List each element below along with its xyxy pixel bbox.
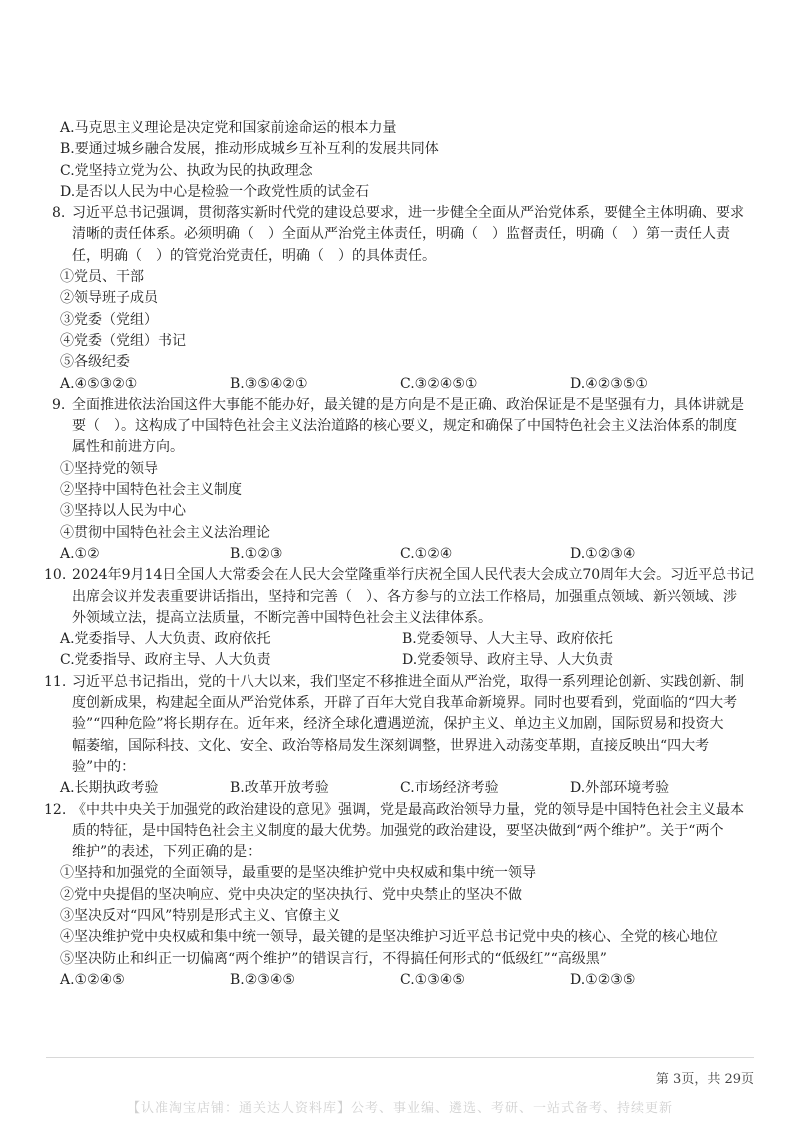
question-11 [44,672,764,800]
item: ④党委（党组）书记 [60,332,186,349]
question-stem-line: 验”中的： [72,758,136,775]
option-a: A.马克思主义理论是决定党和国家前途命运的根本力量 [60,120,397,136]
item: ②党中央提倡的坚决响应、党中央决定的坚决执行、党中央禁止的坚决不做 [60,886,522,903]
option-d: D.是否以人民为中心是检验一个政党性质的试金石 [60,183,370,200]
option-a: A.①②④⑤ [60,971,125,988]
option-a: A.④⑤③②① [60,375,138,392]
option-a: A.党委指导、人大负责、政府依托 [60,631,271,648]
question-stem-line: 要（ ）。这构成了中国特色社会主义法治道路的核心要义，规定和确保了中国特色社会主义法治体系的制度 [72,418,737,435]
answer-options [52,374,764,395]
answer-options [44,778,764,799]
answer-options [44,629,764,672]
option-c: C.③②④⑤① [400,375,478,392]
page-number: 第 3页，共 29页 [655,1072,754,1087]
option-b: B.②③④⑤ [230,971,295,988]
item: ④贯彻中国特色社会主义法治理论 [60,524,270,541]
option-b: B.党委领导、人大主导、政府依托 [402,631,613,648]
question-stem-line: 《中共中央关于加强党的政治建设的意见》强调，党是最高政治领导力量，党的领导是中国特色社会主义最本 [72,801,744,818]
option-b: B.要通过城乡融合发展，推动形成城乡互补互利的发展共同体 [60,141,439,158]
question-stem-line: 2024年9月14日全国人大常委会在人民大会堂隆重举行庆祝全国人民代表大会成立70周年大会。习近平总书记 [72,567,755,584]
question-stem-line: 清晰的责任体系。必须明确（ ）全面从严治党主体责任，明确（ ）监督责任，明确（ ）第一责任人责 [72,226,730,243]
option-b: B.①②③ [230,545,283,562]
question-stem-line: 验”“四种危险”将长期存在。近年来，经济全球化遭遇逆流，保护主义、单边主义加剧，国际贸易和投资大 [72,716,724,733]
question-stem-line: 幅萎缩，国际科技、文化、安全、政治等格局发生深刻调整，世界进入动荡变革期，直接反映出“四大考 [72,737,710,754]
option-b: B.③⑤④②① [230,375,308,392]
item: ①党员、干部 [60,269,144,286]
item: ③党委（党组） [60,311,158,328]
item: ①坚持党的领导 [60,460,158,477]
item: ⑤各级纪委 [60,354,130,371]
option-a: A.长期执政考验 [60,780,159,797]
question-12 [44,800,764,992]
option-d: D.①②③④ [570,545,636,562]
option-d: D.外部环境考验 [570,780,670,797]
question-stem-line: 习近平总书记指出，党的十八大以来，我们坚定不移推进全面从严治党，取得一系列理论创新、实践创新、制 [72,673,744,690]
option-a: A.①② [60,545,100,562]
question-stem-line: 度创新成果，构建起全面从严治党体系，开辟了百年大党自我革命新境界。同时也要看到，党面临的“四大考 [72,695,738,712]
question-number: 12. [44,801,67,818]
question-number: 8. [52,205,66,222]
question-stem-line: 任，明确（ ）的管党治党责任，明确（ ）的具体责任。 [72,247,436,264]
question-7-options [52,118,764,203]
question-stem-line: 维护”的表述，下列正确的是： [72,844,262,861]
question-number: 9. [52,396,66,413]
question-number: 11. [44,673,67,690]
document-body [44,118,764,991]
option-c: C.①②④ [400,545,453,562]
question-stem-line: 习近平总书记强调，贯彻落实新时代党的建设总要求，进一步健全全面从严治党体系，要健全主体明确、要求 [72,205,744,222]
question-stem-line: 属性和前进方向。 [72,439,184,456]
item: ②领导班子成员 [60,290,158,307]
question-stem-line: 质的特征，是中国特色社会主义制度的最大优势。加强党的政治建设，要坚决做到“两个维护”。关于“两个 [72,822,724,839]
answer-options [44,970,764,991]
item: ①坚持和加强党的全面领导，最重要的是坚决维护党中央权威和集中统一领导 [60,865,536,882]
question-stem-line: 外领域立法，提高立法质量，不断完善中国特色社会主义法律体系。 [72,609,492,626]
item: ⑤坚决防止和纠正一切偏离“两个维护”的错误言行，不得搞任何形式的“低级红”“高级黑” [60,950,607,967]
option-c: C.市场经济考验 [400,780,499,797]
item: ③坚决反对“四风”特别是形式主义、官僚主义 [60,907,341,924]
option-b: B.改革开放考验 [230,780,329,797]
question-9 [52,395,764,565]
question-10 [44,565,764,671]
option-c: C.①③④⑤ [400,971,465,988]
question-stem-line: 全面推进依法治国这件大事能不能办好，最关键的是方向是不是正确、政治保证是不是坚强有力，具体讲就是 [72,396,744,413]
question-number: 10. [44,567,67,584]
question-stem-line: 出席会议并发表重要讲话指出，坚持和完善（ ）、各方参与的立法工作格局，加强重点领域、新兴领域、涉 [72,588,737,605]
option-c: C.党委指导、政府主导、人大负责 [60,652,271,669]
option-d: D.④②③⑤① [570,375,648,392]
option-c: C.党坚持立党为公、执政为民的执政理念 [60,162,313,179]
option-d: D.①②③⑤ [570,971,636,988]
item: ④坚决维护党中央权威和集中统一领导，最关键的是坚决维护习近平总书记党中央的核心、全党的核心地位 [60,929,718,946]
question-8 [52,203,764,395]
option-d: D.党委领导、政府主导、人大负责 [402,652,614,669]
answer-options [52,544,764,565]
footer-divider [46,1057,754,1058]
item: ②坚持中国特色社会主义制度 [60,482,242,499]
item: ③坚持以人民为中心 [60,503,186,520]
watermark-text: 【认准淘宝店铺：通关达人资料库】公考、事业编、遴选、考研、一站式备考、持续更新 [126,1101,673,1116]
